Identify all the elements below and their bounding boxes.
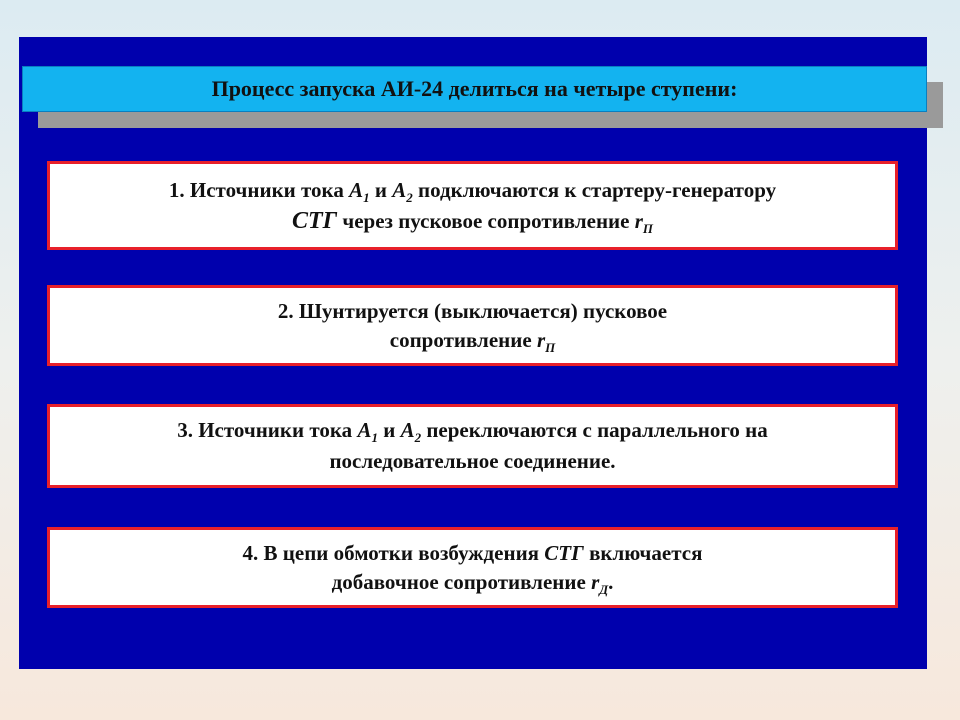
step-4-line-2 bbox=[332, 568, 614, 597]
var-r: r bbox=[634, 208, 643, 233]
var-a2: A bbox=[392, 177, 407, 202]
var-a1: A bbox=[349, 177, 364, 202]
step-4-line-2-text: добавочное сопротивление bbox=[331, 569, 592, 594]
step-2-box bbox=[47, 285, 898, 366]
var-a1-sub: 1 bbox=[371, 430, 378, 446]
var-r-sub-d: Д bbox=[599, 581, 609, 597]
var-a2-sub: 2 bbox=[406, 189, 413, 205]
step-4-text-end: включается bbox=[583, 540, 703, 565]
var-a2-sub: 2 bbox=[414, 430, 422, 446]
step-1-box bbox=[47, 161, 898, 250]
step-3-box bbox=[47, 404, 898, 488]
step-2-line-1: 2. Шунтируется (выключается) пусковое bbox=[277, 298, 668, 323]
step-1-text: 1. Источники тока bbox=[168, 177, 350, 202]
step-1-line-2 bbox=[292, 206, 653, 237]
step-3-and: и bbox=[377, 418, 401, 442]
step-4-text: 4. В цепи обмотки возбуждения bbox=[242, 540, 545, 565]
step-2-line-2-text: сопротивление bbox=[389, 327, 537, 352]
slide-title bbox=[22, 66, 927, 112]
stg-abbr: СТГ bbox=[291, 207, 338, 234]
var-r-sub-p: П bbox=[642, 220, 654, 236]
step-3-text-end: переключаются с параллельного на bbox=[421, 418, 768, 442]
step-1-line-1 bbox=[169, 175, 776, 206]
var-r: r bbox=[536, 327, 546, 352]
stg-abbr: СТГ bbox=[544, 540, 584, 565]
var-r: r bbox=[591, 569, 600, 594]
step-2-line-2 bbox=[390, 326, 556, 355]
step-4-box bbox=[47, 527, 898, 608]
var-a2: A bbox=[400, 418, 415, 442]
var-a1: A bbox=[357, 418, 372, 442]
step-4-line-1 bbox=[243, 539, 703, 568]
step-3-line-2: последовательное соединение. bbox=[329, 449, 616, 473]
step-1-line-2-text: через пусковое сопротивление bbox=[337, 208, 635, 233]
var-a1-sub: 1 bbox=[363, 189, 370, 205]
slide-title-text: Процесс запуска АИ-24 делиться на четыре ступени: bbox=[211, 76, 738, 101]
step-1-text-end: подключаются к стартеру-генератору bbox=[412, 177, 777, 202]
step-4-period: . bbox=[608, 569, 614, 594]
step-3-line-1 bbox=[177, 415, 768, 446]
var-r-sub-p: П bbox=[545, 339, 556, 355]
step-3-text: 3. Источники тока bbox=[177, 418, 358, 442]
step-1-and: и bbox=[369, 177, 393, 202]
